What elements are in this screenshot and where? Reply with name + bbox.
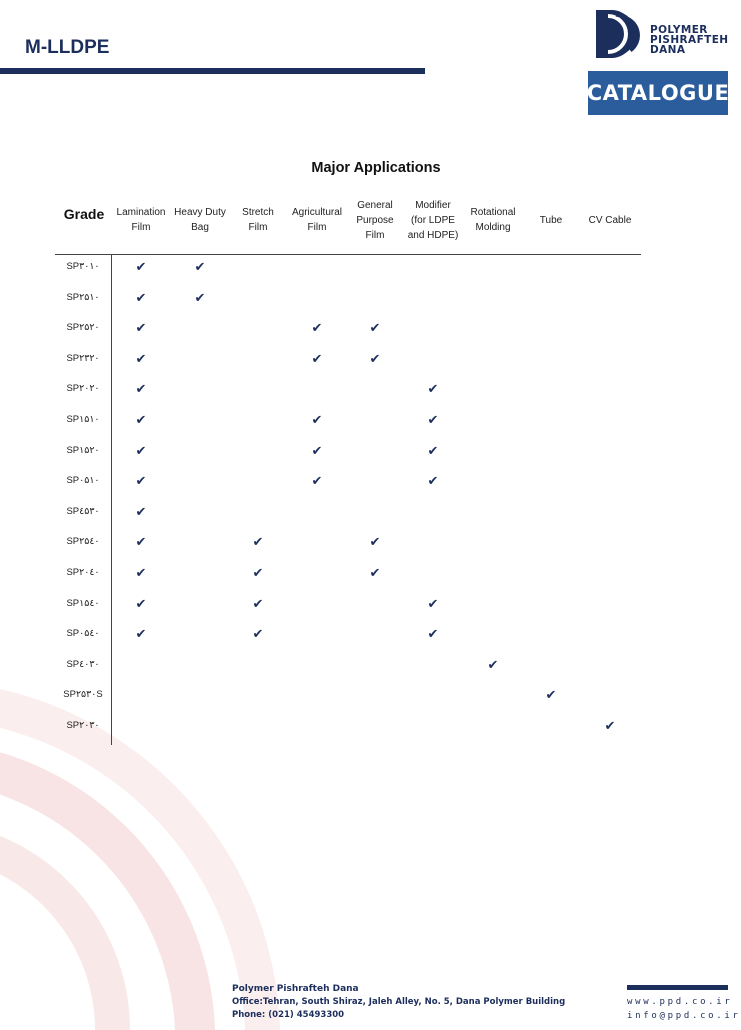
column-header: General Purpose Film bbox=[356, 199, 394, 241]
check-mark-icon: ✔ bbox=[135, 565, 147, 580]
check-mark-icon: ✔ bbox=[135, 442, 147, 458]
check-mark-icon: ✔ bbox=[369, 320, 381, 336]
footer-contact bbox=[232, 983, 565, 1022]
table-header-divider bbox=[55, 254, 641, 255]
check-mark-icon: ✔ bbox=[135, 381, 147, 397]
check-mark-icon: ✔ bbox=[545, 687, 557, 703]
grade-cell: SP٤۵۳۰ bbox=[66, 505, 100, 517]
footer-office: Office:Tehran, South Shiraz, Jaleh Alley, No. 5, Dana Polymer Building bbox=[232, 997, 566, 1007]
grade-cell: SP۲۵۱۰ bbox=[66, 291, 100, 303]
grade-cell: SP۱۵۱۰ bbox=[66, 414, 100, 425]
grade-cell: SP۲۰۲۰ bbox=[66, 383, 100, 395]
check-mark-icon: ✔ bbox=[194, 259, 206, 274]
grade-column-header: Grade bbox=[63, 206, 105, 222]
grade-cell: SP۲۳۲۰ bbox=[66, 352, 100, 364]
grade-cell: SP۲۵٤۰ bbox=[66, 536, 100, 548]
logo-line: DANA bbox=[650, 44, 686, 56]
column-header: Heavy Duty Bag bbox=[174, 207, 226, 233]
check-mark-icon: ✔ bbox=[135, 534, 147, 550]
catalogue-banner: CATALOGUE bbox=[588, 71, 728, 115]
logo-line: POLYMER bbox=[650, 24, 708, 36]
grade-cell: SP۲۵۳۰S bbox=[63, 689, 103, 701]
logo-line: PISHRAFTEH bbox=[650, 34, 729, 46]
grade-cell: SP۰۵۱۰ bbox=[66, 475, 100, 487]
column-header: Modifier (for LDPE and HDPE) bbox=[407, 199, 459, 241]
check-mark-icon: ✔ bbox=[427, 442, 439, 458]
check-mark-icon: ✔ bbox=[427, 595, 439, 611]
footer-accent-bar bbox=[627, 985, 728, 990]
column-header: CV Cable bbox=[588, 214, 632, 226]
check-mark-icon: ✔ bbox=[194, 289, 206, 305]
title-underline bbox=[0, 68, 425, 74]
check-mark-icon: ✔ bbox=[135, 473, 147, 489]
grade-cell: SP۱۵۲۰ bbox=[66, 444, 100, 456]
check-mark-icon: ✔ bbox=[252, 595, 264, 611]
website-link[interactable]: www.ppd.co.ir bbox=[627, 997, 733, 1007]
grade-cell: SP۳۰۱۰ bbox=[66, 261, 100, 272]
check-mark-icon: ✔ bbox=[311, 473, 323, 489]
check-mark-icon: ✔ bbox=[252, 626, 264, 642]
check-mark-icon: ✔ bbox=[252, 534, 264, 550]
check-mark-icon: ✔ bbox=[311, 320, 323, 336]
check-mark-icon: ✔ bbox=[135, 350, 147, 366]
column-header: Rotational Molding bbox=[470, 207, 516, 233]
column-header: Lamination Film bbox=[116, 207, 166, 233]
logo-wordmark bbox=[650, 25, 728, 55]
check-mark-icon: ✔ bbox=[135, 595, 147, 611]
column-header: Tube bbox=[539, 214, 563, 226]
column-header: Stretch Film bbox=[242, 207, 274, 233]
grade-cell: SP٤۰۳۰ bbox=[66, 658, 100, 670]
company-logo bbox=[588, 4, 728, 68]
grade-cell: SP۲۰٤۰ bbox=[66, 567, 100, 578]
grade-column-divider bbox=[111, 254, 112, 745]
page-title: M-LLDPE bbox=[25, 37, 110, 58]
check-mark-icon: ✔ bbox=[311, 350, 323, 366]
check-mark-icon: ✔ bbox=[427, 473, 439, 489]
column-header: Agricultural Film bbox=[291, 207, 343, 233]
check-mark-icon: ✔ bbox=[311, 442, 323, 458]
applications-heading-text: Major Applications bbox=[311, 160, 441, 176]
applications-heading bbox=[0, 160, 728, 176]
footer-phone: Phone: (021) 45493300 bbox=[232, 1010, 345, 1020]
check-mark-icon: ✔ bbox=[369, 350, 381, 366]
email-link[interactable]: info@ppd.co.ir bbox=[627, 1011, 741, 1021]
grade-cell: SP۲۵۲۰ bbox=[66, 322, 100, 334]
check-mark-icon: ✔ bbox=[604, 718, 616, 733]
check-mark-icon: ✔ bbox=[135, 289, 147, 305]
footer-company: Polymer Pishrafteh Dana bbox=[232, 984, 359, 994]
check-mark-icon: ✔ bbox=[427, 381, 439, 397]
grade-cell: SP۲۰۳۰ bbox=[66, 720, 100, 731]
check-mark-icon: ✔ bbox=[135, 626, 147, 642]
check-mark-icon: ✔ bbox=[135, 503, 147, 519]
check-mark-icon: ✔ bbox=[135, 412, 147, 427]
check-mark-icon: ✔ bbox=[369, 534, 381, 550]
grade-cell: SP۱۵٤۰ bbox=[66, 597, 100, 609]
check-mark-icon: ✔ bbox=[427, 412, 439, 427]
check-mark-icon: ✔ bbox=[252, 565, 264, 580]
ppd-logo-icon bbox=[592, 6, 640, 62]
check-mark-icon: ✔ bbox=[427, 626, 439, 642]
check-mark-icon: ✔ bbox=[487, 656, 499, 672]
footer-web-contacts bbox=[627, 995, 741, 1023]
check-mark-icon: ✔ bbox=[311, 412, 323, 427]
check-mark-icon: ✔ bbox=[135, 259, 147, 274]
check-mark-icon: ✔ bbox=[369, 565, 381, 580]
grade-cell: SP۰۵٤۰ bbox=[66, 628, 100, 640]
check-mark-icon: ✔ bbox=[135, 320, 147, 336]
